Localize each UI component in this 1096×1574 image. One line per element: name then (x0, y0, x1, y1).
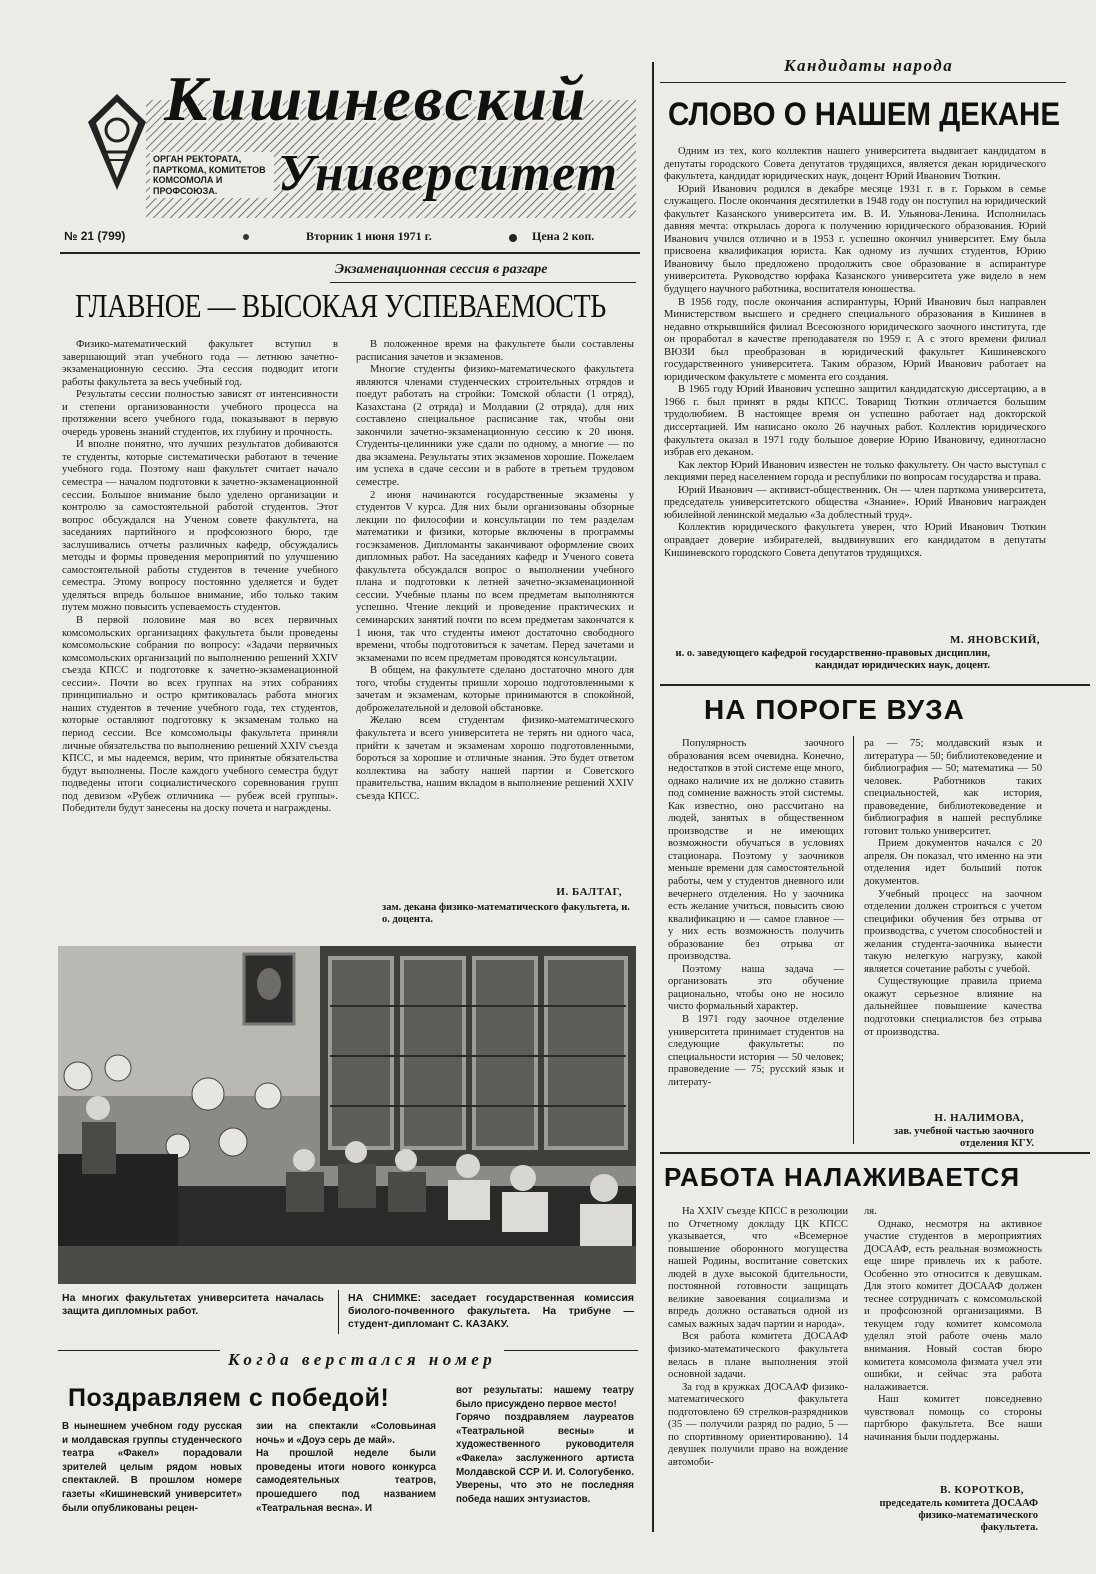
dateline-rule (60, 252, 640, 254)
paragraph: Результаты сессии полностью зависят от интенсивности и степени организованности учебного процесса на протяжении всего учебного года, показывают в первую очередь уровень знаний студентов, их глубину и прочность. (62, 389, 338, 438)
main-author: И. БАЛТАГ, (556, 886, 622, 898)
photo-caption-right: НА СНИМКЕ: заседает государственная комиссия биолого-почвенного факультета. На трибуне — студент-дипломант С. КАЗАКУ. (348, 1292, 634, 1330)
paragraph: Учебный процесс на заочном отделении должен строиться с учетом специфики обучения без отрыва от производства, с учетом способностей и желания студента-заочника вынести такую нелегкую нагрузку, какой является сочетание работы с учебой. (864, 888, 1042, 975)
paragraph: Желаю всем студентам физико-математического факультета и всего университета не терять ни одного часа, прийти к зачетам и экзаменам хорошо подготовленными, бороться за хорошие и отличные знания. Это будет ответом коллектива на заботу нашей партии и Советского правительства, нашим вкладом в выполнение решений XXIV съезда КПСС. (356, 715, 634, 802)
dean-bottom-rule (660, 684, 1090, 686)
dean-author: М. ЯНОВСКИЙ, (949, 634, 1040, 646)
paragraph: Существующие правила приема окажут серьезное влияние на дальнейшее повышение качества подготовки специалистов без отрыва от производства. (864, 976, 1042, 1038)
paragraph: В положенное время на факультете были составлены расписания зачетов и экзаменов. (356, 339, 634, 363)
masthead-title-line2: Университет (278, 145, 619, 202)
paragraph: В 1965 году Юрий Иванович успешно защитил кандидатскую диссертацию, а в 1966 г. был принят в ряды КПСС. Товарищ Тюткин отличается большим трудолюбием. В настоящее время он успешно работает над докторской диссертацией. Им написано около 26 научных работ. Коллектив юридического факультета оказал в 1971 году большое доверие Юрию Ивановичу, единогласно избрав его деканом. (664, 384, 1046, 459)
paragraph: ра — 75; молдавский язык и литература — 50; библиотековедение и библиография — 50; математика — 50 человек. Работников таких специальностей, как история, правоведение, библиотековедение и библиография в нашей республике готовит только университет. (864, 738, 1042, 837)
main-article-col2 (356, 339, 634, 879)
congrats-col3: вот результаты: нашему театру было присуждено первое место! Горячо поздравляем лауреатов «Театральной весны» и художественного руководителя «Факела» заслуженного артиста Молдавской ССР И. И. Сологубенко. Уверены, что это не последняя победа наших энтузиастов. (456, 1385, 634, 1505)
main-article-col1 (62, 339, 338, 929)
paragraph: Наш комитет повседневно чувствовал помощь со стороны партбюро факультета. Все наши начинания были поддержаны. (864, 1394, 1042, 1443)
late-news-kicker: Когда верстался номер (220, 1350, 504, 1370)
defense-photo (58, 946, 636, 1284)
dean-headline: СЛОВО О НАШЕМ ДЕКАНЕ (668, 96, 1060, 132)
paragraph: Поэтому наша задача — организовать это обучение рационально, чтобы оно не носило чисто формальный характер. (668, 963, 844, 1013)
price: Цена 2 коп. (532, 229, 595, 243)
paragraph: Физико-математический факультет вступил в завершающий этап учебного года — летнюю зачетно-экзаменационную сессию. Эта сессия подводит итоги работы факультета за весь учебный год. (62, 339, 338, 388)
threshold-col2 (864, 738, 1042, 1110)
paragraph: Прием документов начался с 20 апреля. Он показал, что именно на эти отделения идет больший поток документов. (864, 838, 1042, 888)
caption-rule (338, 1290, 339, 1334)
issue-number: № 21 (799) (64, 229, 126, 243)
paragraph: В 1956 году, после окончания аспирантуры, Юрий Иванович был направлен Министерством высшего и среднего специального образования в Кишинев в недавно открывшийся филиал Всесоюзного юридического заочного института, где он проработал в качестве преподавателя по 1959 г. А с этого времени филиал ВЮЗИ был преобразован в юридический факультет Кишиневского государственного университета. Таким образом, Юрий Иванович работает на юридическом факультете с момента его создания. (664, 296, 1046, 383)
threshold-col-rule (853, 736, 854, 1144)
paragraph: ля. (864, 1206, 877, 1217)
main-headline: ГЛАВНОЕ — ВЫСОКАЯ УСПЕВАЕМОСТЬ (75, 288, 606, 325)
paragraph: Вся работа комитета ДОСААФ физико-математического факультета велась в плане выполнения этой основной задачи. (668, 1331, 848, 1381)
dean-author-role: и. о. заведующего кафедрой государственно-правовых дисциплин, кандидат юридических наук, доцент. (675, 648, 990, 671)
paragraph: На XXIV съезде КПСС в резолюции по Отчетному докладу ЦК КПСС указывается, что «Всемерное повышение оборонного могущества нашей Родины, воспитание советских людей в духе высокой бдительности, постоянной готовности защищать великие завоевания социализма и впредь должно оставаться одной из самых важных задач партии и народа». (668, 1206, 848, 1330)
university-emblem-icon (86, 92, 148, 192)
column-rule (652, 62, 654, 1532)
masthead (86, 62, 638, 230)
work-author-role: председатель комитета ДОСААФ физико-математического факультета. (879, 1498, 1038, 1533)
issue-date: Вторник 1 июня 1971 г. (306, 229, 432, 243)
paragraph: Юрий Иванович — активист-общественник. Он — член парткома университета, председатель университетского общества «Знание». Юрий Иванович награжден юбилейной ленинской медалью «За доблестный труд». (664, 484, 1046, 521)
paragraph: В первой половине мая во всех первичных комсомольских организациях факультета были проведены комсомольские собрания по вопросу: «Задачи первичных комсомольских организаций по выполнению решений XXIV съезда КПСС и подготовке к зачетно-экзаменационной сессии». Почти во всех группах на этих собраниях принципиально и остро критиковалась работа многих наших студентов в течение учебного года, тех студентов, которые оставляют подготовку к экзаменам только на период сессии. Все комсомольцы факультета приняли личные обязательства по выполнению решений XXIV съезда КПСС, и мы надеемся, верим, что принятые обязательства будут выполнены. После каждого учебного семестра будут подведены итоги социалистического соревнования групп под девизом «Рубеж отличника — рубеж всей группы». Победители будут занесены на доску почета и награждены. (62, 615, 338, 815)
photo-caption-left: На многих факультетах университета началась защита дипломных работ. (62, 1292, 324, 1317)
paragraph: Одним из тех, кого коллектив нашего университета выдвигает кандидатом в депутаты городского Совета депутатов трудящихся, является декан юридического факультета, кандидат юридических наук, доцент Юрий Иванович Тюткин. (664, 146, 1046, 183)
threshold-col1 (668, 738, 844, 1146)
paragraph: Однако, несмотря на активное участие студентов в мероприятиях ДОСААФ, есть реальная возможность еще шире привлечь их к работе. Особенно это относится к девушкам. Для этого комитет ДОСААФ должен теснее сотрудничать с комсомольской и профсоюзной организациями. В текущем году комитет комсомола уделял этой работе очень мало внимания. Новый состав бюро комитета комсомола физмата учел эти ошибки, и сейчас эта работа налаживается. (864, 1218, 1042, 1393)
work-col2 (864, 1206, 1042, 1468)
threshold-author: Н. НАЛИМОВА, (934, 1112, 1024, 1124)
dateline-bullet (509, 234, 517, 242)
threshold-author-role: зав. учебной частью заочного отделения КГУ. (893, 1126, 1034, 1149)
dateline-bullet (243, 234, 249, 240)
congrats-headline: Поздравляем с победой! (68, 1384, 390, 1412)
threshold-bottom-rule (660, 1152, 1090, 1154)
paragraph: И вполне понятно, что лучших результатов добиваются те студенты, которые систематически работают в течение учебного года. Поэтому наш факультет считает начало семестра — началом подготовки к зачетно-экзаменационной сессии. Большое внимание было уделено организации и контролю за самостоятельной работой студентов. Этот вопрос обсуждался на Ученом совете факультета, на заседаниях партийного и профсоюзного бюро, где заслушивались отчеты различных кафедр, обсуждались методы и формы проведения мероприятий по улучшению самостоятельной работы студентов в течение учебного семестра. Этому вопросу постоянно уделяется и будет уделяться впредь большое внимание, ибо только таким путем можно повысить успеваемость студентов. (62, 439, 338, 614)
masthead-organ-text: ОРГАН РЕКТОРАТА, ПАРТКОМА, КОМИТЕТОВ КОМСОМОЛА И ПРОФСОЮЗА. (150, 152, 274, 198)
work-col1 (668, 1206, 848, 1536)
paragraph: За год в кружках ДОСААФ физико-математического факультета подготовлено 69 стрелков-разрядников (35 — получили разряд по радио, 5 — по спортивному ориентированию). 14 девушек получили право на вождение автомоби- (668, 1381, 848, 1468)
paragraph: Многие студенты физико-математического факультета являются членами студенческих строительных отрядов и поедут работать на стройки: Томской области (1 отряд), Казахстана (2 отряда) и Молдавии (2 отряда), для них составлено специальное расписание так, чтобы они закончили зачетно-экзаменационную сессию к 20 июня. Студенты-целинники уже сдали по одному, а многие — по два экзамена. Результаты этих экзаменов хорошие. Пожелаем им успеха в сдаче сессии и в работе в третьем трудовом семестре. (356, 364, 634, 489)
paragraph: Как лектор Юрий Иванович известен не только факультету. Он часто выступал с лекциями перед населением города и республики по вопросам государства и права. (664, 459, 1046, 484)
threshold-headline: НА ПОРОГЕ ВУЗА (704, 694, 965, 725)
paragraph: В общем, на факультете сделано достаточно много для того, чтобы студенты пришли хорошо подготовленными к зачетам и экзаменам, которые принимаются в спокойной, доброжелательной и деловой обстановке. (356, 665, 634, 714)
paragraph: Популярность заочного образования всем очевидна. Конечно, недостатков в этой системе еще много, однако наличие их не должно ставить под сомнение важность этой системы. Как известно, оно рассчитано на людей, занятых в общественном производстве и не имеющих возможности обучаться в условиях стационара. Поэтому у заочников меньше времени для самостоятельной работы, чем у студентов дневного или вечернего отделения. Но у заочника есть желание учиться, повысить свою квалификацию и — самое главное — у них есть возможность получить образование без отрыва от производства. (668, 738, 844, 963)
congrats-col1: В нынешнем учебном году русская и молдавская группы студенческого театра «Факел» порадовали зрителей целым рядом новых спектаклей. В прошлом номере газеты «Кишиневский университет» были опубликованы рецен- (62, 1421, 242, 1514)
dean-kicker: Кандидаты народа (784, 56, 954, 75)
work-author: В. КОРОТКОВ, (940, 1484, 1024, 1496)
congrats-col2: зии на спектакли «Соловьиная ночь» и «Доуэ серь де май». На прошлой неделе были проведены итоги нового конкурса самодеятельных театров, прошедшего под названием «Театральная весна». И (256, 1421, 436, 1514)
paragraph: 2 июня начинаются государственные экзамены у студентов V курса. Для них были организованы обзорные лекции по философии и консультации по тем разделам математики и физики, которые включены в программы госэкзаменов. Дипломанты заканчивают оформление своих дипломных работ. На заседаниях кафедр и Ученого совета факультета обсуждался вопрос о выполнении учебного плана и подготовки к летней зачетно-экзаменационной сессии. Учебные планы по всем предметам выполняются успешно. Чтение лекций и проведение практических и семинарских занятий почти по всем предметам закончатся к 1 июня, так что студенты имеют достаточно свободного времени, чтобы подготовиться к зачетам. Перед зачетами и экзаменами по всем предметам проводятся консультации. (356, 489, 634, 664)
work-headline: РАБОТА НАЛАЖИВАЕТСЯ (664, 1162, 1021, 1192)
paragraph: В 1971 году заочное отделение университета принимает студентов на следующие факультеты: по специальности история — 50 человек; правоведение — 75; русский язык и литерату- (668, 1014, 844, 1088)
masthead-title-line1: Кишиневский (164, 63, 589, 134)
paragraph: Юрий Иванович родился в декабре месяце 1931 г. в г. Горьком в семье служащего. После окончания десятилетки в 1948 году он поступил на юридический факультет Казанского университета им. В. И. Ульянова-Ленина. Исполнилась давняя мечта: открылась дорога к получению юридического образования. Юрий Иванович учился отлично и в 1953 г. успешно окончил университет. Ему была присвоена квалификация юриста. Как одному из лучших студентов, Юрию Ивановичу было предложено продолжить свое образование в аспирантуре университета. Руководство юрфака Казанского университета уже видело в нем будущего научного работника, воспитателя юношества. (664, 183, 1046, 296)
paragraph: Коллектив юридического факультета уверен, что Юрий Иванович Тюткин оправдает доверие избирателей, выдвинувших его кандидатом в депутаты Кишиневского городского Совета депутатов трудящихся. (664, 522, 1046, 559)
main-author-role: зам. декана физико-математического факультета, и. о. доцента. (382, 902, 630, 925)
dean-article (664, 146, 1046, 634)
top-right-rule (660, 82, 1066, 83)
kicker-rule (330, 282, 636, 283)
section-kicker: Экзаменационная сессия в разгаре (335, 262, 548, 277)
